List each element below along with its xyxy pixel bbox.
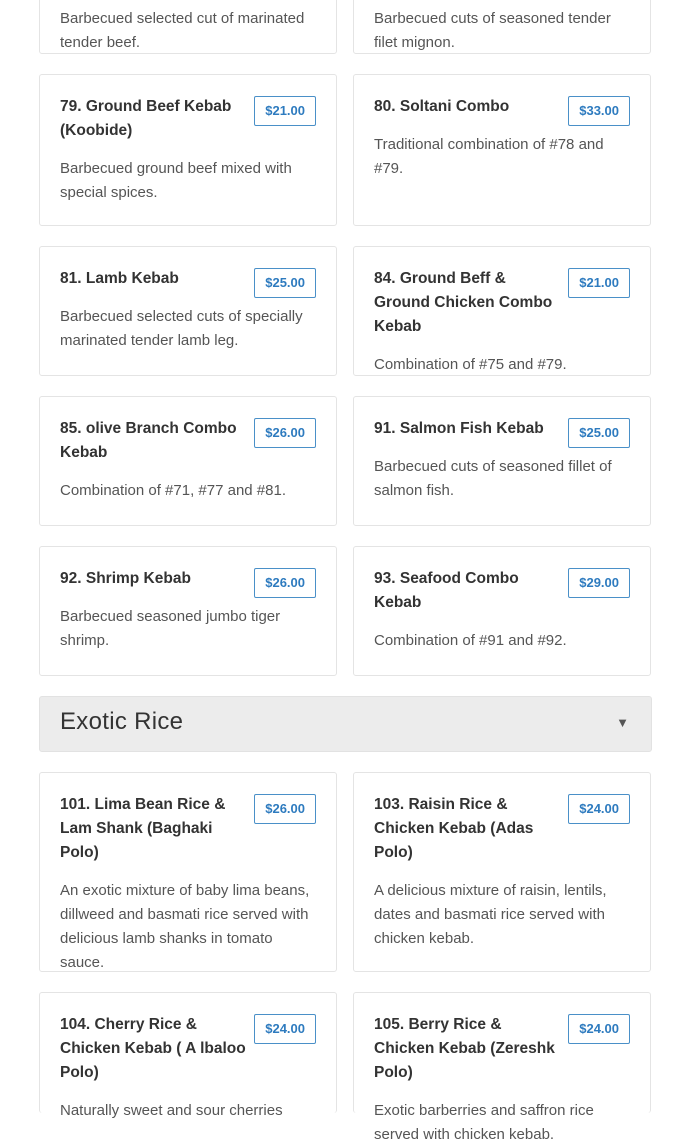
item-description: Combination of #71, #77 and #81. <box>60 482 287 499</box>
price-badge[interactable]: $26.00 <box>254 418 316 448</box>
item-name: 104. Cherry Rice & Chicken Kebab ( A lbaloo Polo) <box>60 1016 246 1081</box>
menu-item-card[interactable] <box>39 546 337 676</box>
item-name: 79. Ground Beef Kebab (Koobide) <box>60 98 232 139</box>
price-badge[interactable]: $26.00 <box>254 794 316 824</box>
item-description: Barbecued selected cut of marinated tender beef. <box>60 10 305 51</box>
menu-item-card[interactable] <box>353 74 651 226</box>
item-name: 101. Lima Bean Rice & Lam Shank (Baghaki Polo) <box>60 796 226 861</box>
menu-item-card[interactable] <box>39 246 337 376</box>
price-badge[interactable]: $25.00 <box>568 418 630 448</box>
price-badge[interactable]: $26.00 <box>254 568 316 598</box>
price-badge[interactable]: $33.00 <box>568 96 630 126</box>
price-badge[interactable]: $29.00 <box>568 568 630 598</box>
price-badge[interactable]: $24.00 <box>568 794 630 824</box>
menu-item-card[interactable] <box>39 74 337 226</box>
item-name: 103. Raisin Rice & Chicken Kebab (Adas Polo) <box>374 796 534 861</box>
menu-item-card[interactable] <box>353 992 651 1143</box>
item-description: Exotic barberries and saffron rice served with chicken kebab. <box>374 1102 594 1143</box>
item-description: Combination of #91 and #92. <box>374 632 567 649</box>
item-name: 84. Ground Beff & Ground Chicken Combo Kebab <box>374 270 553 335</box>
menu-item-card[interactable] <box>353 396 651 526</box>
menu-item-card[interactable] <box>39 992 337 1119</box>
menu-item-card[interactable] <box>353 0 651 54</box>
item-description: Barbecued cuts of seasoned tender filet mignon. <box>374 10 611 51</box>
menu-item-card[interactable] <box>353 772 651 972</box>
price-badge[interactable]: $21.00 <box>254 96 316 126</box>
price-badge[interactable]: $24.00 <box>568 1014 630 1044</box>
menu-item-card[interactable] <box>353 546 651 676</box>
menu-item-card[interactable] <box>39 0 337 54</box>
menu-item-card[interactable] <box>39 772 337 972</box>
menu-item-card[interactable] <box>353 246 651 376</box>
menu-item-card[interactable] <box>39 396 337 526</box>
price-badge[interactable]: $21.00 <box>568 268 630 298</box>
section-title: Exotic Rice <box>60 708 184 735</box>
item-description: Combination of #75 and #79. <box>374 356 567 373</box>
item-description: Barbecued seasoned jumbo tiger shrimp. <box>60 608 281 649</box>
item-description: Barbecued ground beef mixed with special spices. <box>60 160 292 201</box>
item-description: Traditional combination of #78 and #79. <box>374 136 604 177</box>
item-description: Barbecued cuts of seasoned fillet of salmon fish. <box>374 458 612 499</box>
item-description: A delicious mixture of raisin, lentils, dates and basmati rice served with chicken kebab. <box>374 882 607 947</box>
item-description: Barbecued selected cuts of specially marinated tender lamb leg. <box>60 308 303 349</box>
item-name: 93. Seafood Combo Kebab <box>374 570 519 611</box>
price-badge[interactable]: $24.00 <box>254 1014 316 1044</box>
price-badge[interactable]: $25.00 <box>254 268 316 298</box>
item-name: 85. olive Branch Combo Kebab <box>60 420 237 461</box>
item-name: 81. Lamb Kebab <box>60 270 179 287</box>
item-name: 92. Shrimp Kebab <box>60 570 191 587</box>
item-name: 105. Berry Rice & Chicken Kebab (Zereshk Polo) <box>374 1016 555 1081</box>
item-description: Naturally sweet and sour cherries <box>60 1102 283 1119</box>
item-name: 91. Salmon Fish Kebab <box>374 420 544 437</box>
chevron-down-icon[interactable]: ▼ <box>616 715 629 730</box>
section-header-exotic-rice[interactable] <box>39 696 652 752</box>
item-name: 80. Soltani Combo <box>374 98 510 115</box>
item-description: An exotic mixture of baby lima beans, dillweed and basmati rice served with delicious lamb shanks in tomato sauce. <box>60 882 310 971</box>
